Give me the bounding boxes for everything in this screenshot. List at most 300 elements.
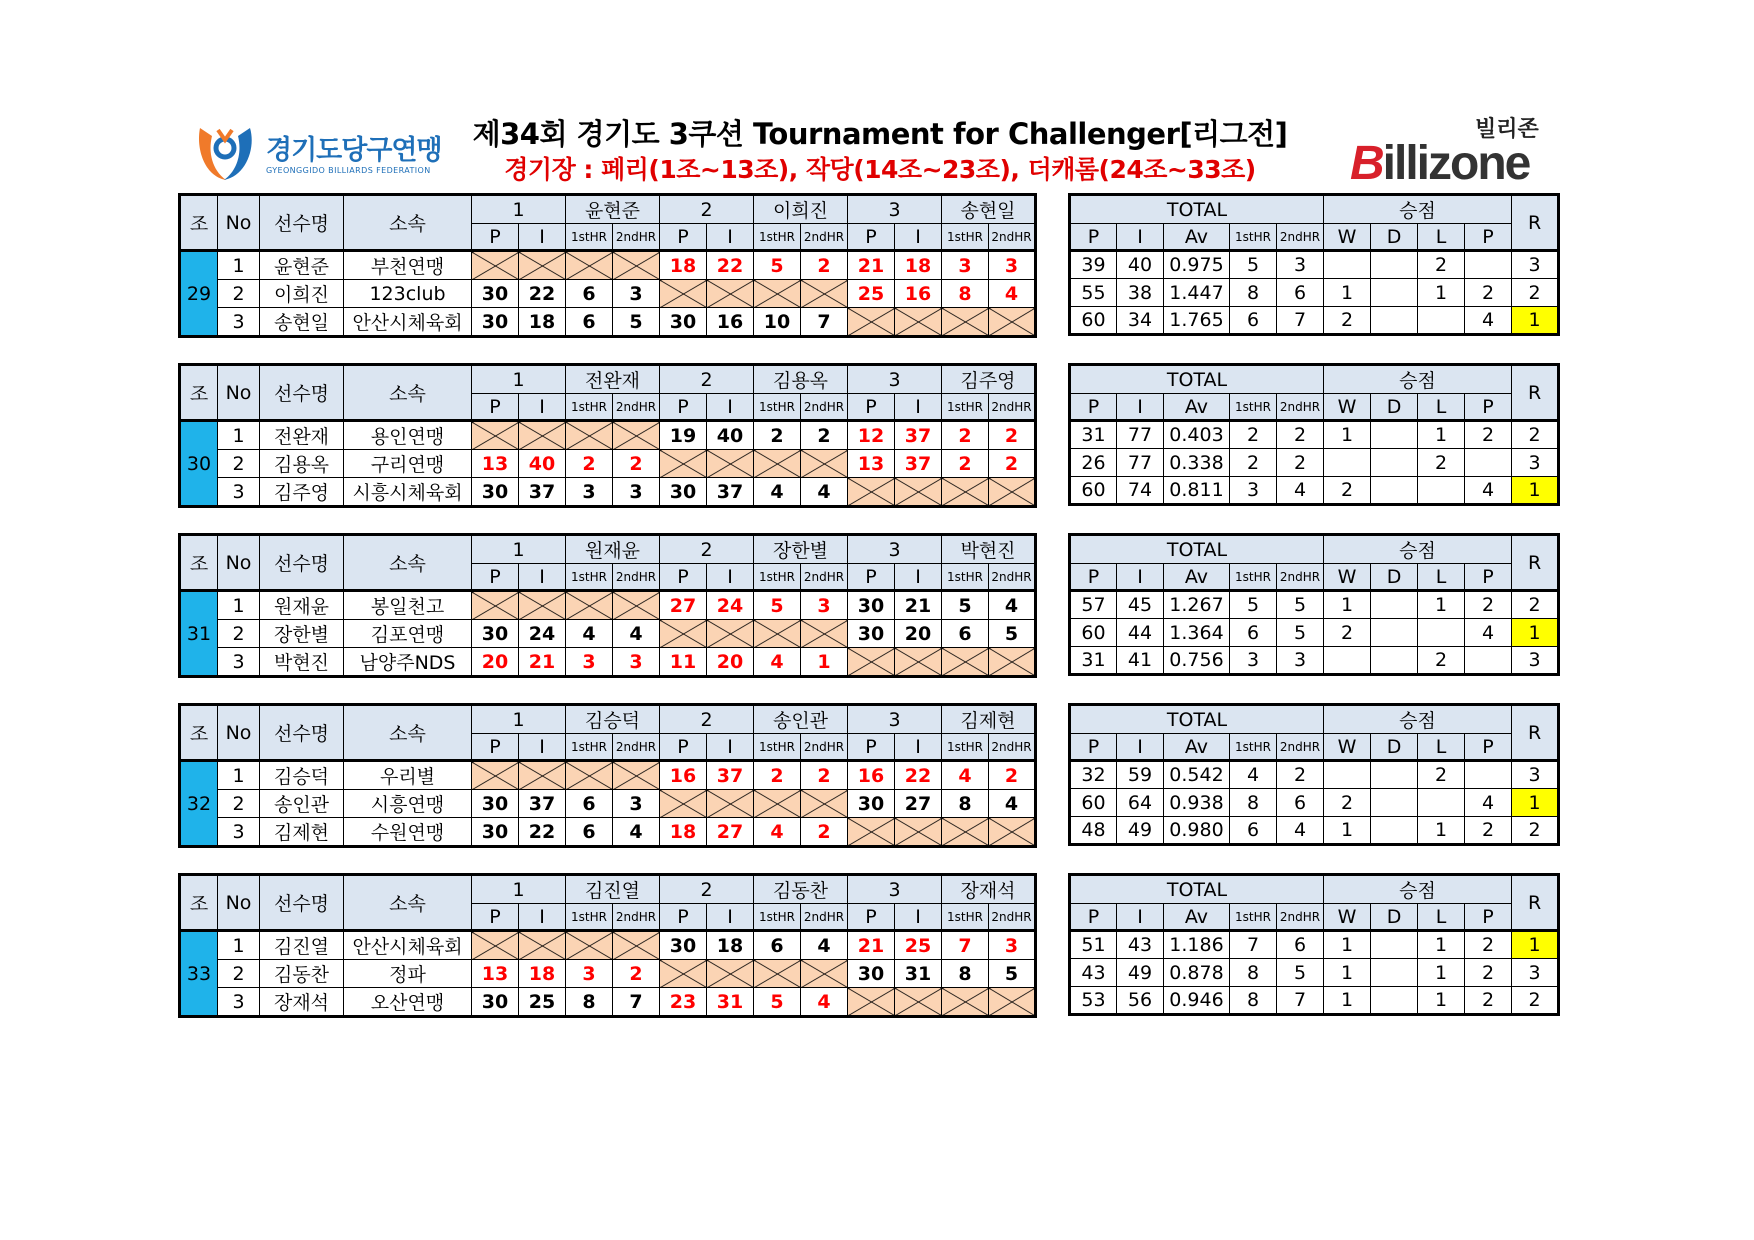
total-average: 0.403	[1164, 421, 1230, 449]
losses	[1418, 619, 1465, 647]
wins: 2	[1324, 789, 1371, 817]
losses: 2	[1418, 647, 1465, 675]
header-1sthr: 1stHR	[942, 904, 989, 931]
rank: 3	[1512, 647, 1559, 675]
match-high-run-1: 3	[566, 960, 613, 988]
total-points: 57	[1070, 591, 1117, 619]
header-i: I	[519, 564, 566, 591]
total-innings: 77	[1117, 421, 1164, 449]
header-draws: D	[1371, 904, 1418, 931]
player-name: 김용옥	[260, 450, 344, 478]
total-high-run-1: 3	[1230, 477, 1277, 505]
self-match-cell	[519, 251, 566, 280]
total-high-run-2: 5	[1277, 959, 1324, 987]
player-club: 용인연맹	[344, 421, 472, 450]
table-row	[180, 818, 1036, 847]
summary-table-group-31	[1068, 533, 1560, 676]
header-jo: 조	[180, 535, 218, 591]
self-match-cell	[613, 761, 660, 790]
header-1sthr: 1stHR	[942, 734, 989, 761]
header-points: P	[1465, 224, 1512, 251]
table-row	[180, 648, 1036, 677]
player-name: 윤현준	[260, 251, 344, 280]
match-high-run-1: 5	[754, 988, 801, 1017]
match-points: 30	[848, 620, 895, 648]
self-match-cell	[566, 931, 613, 960]
match-points: 16	[660, 761, 707, 790]
header-match-1: 1	[472, 365, 566, 394]
self-match-cell	[754, 280, 801, 308]
player-no: 3	[218, 478, 260, 507]
player-no: 2	[218, 450, 260, 478]
header-score: 승점	[1324, 195, 1512, 224]
match-innings: 20	[895, 620, 942, 648]
header-2ndhr: 2ndHR	[989, 224, 1036, 251]
match-high-run-1: 2	[754, 421, 801, 450]
header-p: P	[472, 734, 519, 761]
header-total-2ndhr: 2ndHR	[1277, 224, 1324, 251]
total-points: 60	[1070, 477, 1117, 505]
total-high-run-2: 6	[1277, 931, 1324, 959]
total-high-run-1: 5	[1230, 251, 1277, 279]
total-innings: 34	[1117, 307, 1164, 335]
total-innings: 45	[1117, 591, 1164, 619]
match-high-run-1: 2	[566, 450, 613, 478]
summary-table-group-32	[1068, 703, 1560, 846]
player-club: 시흥시체육회	[344, 478, 472, 507]
player-name: 송현일	[260, 308, 344, 337]
total-innings: 64	[1117, 789, 1164, 817]
header-opponent-3: 장재석	[942, 875, 1036, 904]
header-no: No	[218, 195, 260, 251]
match-high-run-2: 4	[613, 620, 660, 648]
header-opponent-3: 송현일	[942, 195, 1036, 224]
table-row	[1070, 421, 1559, 449]
match-high-run-1: 2	[942, 421, 989, 450]
match-high-run-2: 5	[989, 960, 1036, 988]
match-table-group-29	[178, 193, 1037, 338]
header-name: 선수명	[260, 195, 344, 251]
match-high-run-2: 5	[613, 308, 660, 337]
match-points: 16	[848, 761, 895, 790]
header-total-i: I	[1117, 904, 1164, 931]
self-match-cell	[519, 421, 566, 450]
league-points	[1465, 647, 1512, 675]
header-wins: W	[1324, 224, 1371, 251]
rank: 1	[1512, 931, 1559, 959]
match-innings: 37	[707, 761, 754, 790]
match-high-run-2: 4	[801, 478, 848, 507]
total-innings: 44	[1117, 619, 1164, 647]
header-draws: D	[1371, 564, 1418, 591]
table-row	[1070, 761, 1559, 789]
header-name: 선수명	[260, 535, 344, 591]
self-match-cell	[848, 818, 895, 847]
league-points: 2	[1465, 421, 1512, 449]
match-points: 21	[848, 931, 895, 960]
header-average: Av	[1164, 904, 1230, 931]
rank: 1	[1512, 789, 1559, 817]
page-title: 제34회 경기도 3쿠션 Tournament for Challenger[리그전]	[472, 117, 1288, 151]
self-match-cell	[895, 478, 942, 507]
match-innings: 18	[519, 960, 566, 988]
player-no: 2	[218, 790, 260, 818]
wins	[1324, 761, 1371, 789]
rank: 2	[1512, 817, 1559, 845]
header-score: 승점	[1324, 875, 1512, 904]
wins	[1324, 251, 1371, 279]
header-1sthr: 1stHR	[754, 904, 801, 931]
total-high-run-1: 6	[1230, 619, 1277, 647]
player-no: 3	[218, 818, 260, 847]
total-average: 0.811	[1164, 477, 1230, 505]
league-points: 4	[1465, 307, 1512, 335]
match-points: 20	[472, 648, 519, 677]
match-high-run-1: 4	[754, 818, 801, 847]
table-row	[1070, 449, 1559, 477]
match-high-run-1: 4	[566, 620, 613, 648]
wins: 1	[1324, 591, 1371, 619]
header-i: I	[895, 734, 942, 761]
table-row	[1070, 931, 1559, 959]
match-high-run-2: 2	[801, 421, 848, 450]
total-points: 51	[1070, 931, 1117, 959]
header-1sthr: 1stHR	[754, 224, 801, 251]
player-no: 3	[218, 308, 260, 337]
header-opponent-2: 이희진	[754, 195, 848, 224]
total-innings: 41	[1117, 647, 1164, 675]
header-losses: L	[1418, 734, 1465, 761]
self-match-cell	[848, 648, 895, 677]
losses	[1418, 307, 1465, 335]
player-name: 김승덕	[260, 761, 344, 790]
table-row	[1070, 959, 1559, 987]
total-high-run-1: 2	[1230, 421, 1277, 449]
header-total-p: P	[1070, 904, 1117, 931]
header-p: P	[848, 734, 895, 761]
header-total: TOTAL	[1070, 195, 1324, 224]
match-high-run-1: 6	[754, 931, 801, 960]
total-points: 31	[1070, 647, 1117, 675]
total-high-run-1: 2	[1230, 449, 1277, 477]
player-club: 부천연맹	[344, 251, 472, 280]
total-average: 0.975	[1164, 251, 1230, 279]
match-innings: 22	[895, 761, 942, 790]
header-2ndhr: 2ndHR	[613, 734, 660, 761]
self-match-cell	[613, 421, 660, 450]
match-points: 30	[660, 478, 707, 507]
header-score: 승점	[1324, 705, 1512, 734]
header-average: Av	[1164, 394, 1230, 421]
match-points: 25	[848, 280, 895, 308]
table-row	[180, 251, 1036, 280]
match-table-group-33	[178, 873, 1037, 1018]
match-high-run-2: 4	[613, 818, 660, 847]
rank: 2	[1512, 279, 1559, 307]
total-points: 26	[1070, 449, 1117, 477]
match-high-run-2: 2	[613, 960, 660, 988]
total-points: 60	[1070, 789, 1117, 817]
match-high-run-1: 5	[754, 251, 801, 280]
header-total-1sthr: 1stHR	[1230, 224, 1277, 251]
header-wins: W	[1324, 564, 1371, 591]
losses: 2	[1418, 761, 1465, 789]
league-points: 2	[1465, 279, 1512, 307]
header-club: 소속	[344, 535, 472, 591]
match-points: 18	[660, 251, 707, 280]
table-row	[1070, 477, 1559, 505]
league-points: 2	[1465, 591, 1512, 619]
total-average: 1.765	[1164, 307, 1230, 335]
total-points: 53	[1070, 987, 1117, 1015]
header-match-3: 3	[848, 535, 942, 564]
match-innings: 18	[519, 308, 566, 337]
self-match-cell	[801, 280, 848, 308]
total-high-run-2: 4	[1277, 477, 1324, 505]
self-match-cell	[848, 478, 895, 507]
header-1sthr: 1stHR	[754, 564, 801, 591]
player-club: 오산연맹	[344, 988, 472, 1017]
table-row	[180, 960, 1036, 988]
match-high-run-1: 7	[942, 931, 989, 960]
total-average: 0.980	[1164, 817, 1230, 845]
header-total-2ndhr: 2ndHR	[1277, 734, 1324, 761]
table-row	[180, 308, 1036, 337]
wins: 1	[1324, 931, 1371, 959]
player-no: 2	[218, 620, 260, 648]
self-match-cell	[519, 761, 566, 790]
header-total-1sthr: 1stHR	[1230, 564, 1277, 591]
summary-table-group-33	[1068, 873, 1560, 1016]
table-row	[180, 421, 1036, 450]
match-high-run-2: 3	[613, 280, 660, 308]
rank: 3	[1512, 449, 1559, 477]
total-high-run-2: 5	[1277, 591, 1324, 619]
match-points: 30	[472, 620, 519, 648]
match-high-run-2: 2	[613, 450, 660, 478]
header-p: P	[660, 904, 707, 931]
losses	[1418, 789, 1465, 817]
player-name: 김제현	[260, 818, 344, 847]
self-match-cell	[754, 790, 801, 818]
match-high-run-1: 6	[566, 818, 613, 847]
group-number: 29	[180, 251, 218, 337]
header-total-p: P	[1070, 394, 1117, 421]
league-points	[1465, 761, 1512, 789]
match-points: 13	[848, 450, 895, 478]
total-high-run-2: 6	[1277, 279, 1324, 307]
header-average: Av	[1164, 564, 1230, 591]
header-1sthr: 1stHR	[566, 734, 613, 761]
table-row	[180, 280, 1036, 308]
match-high-run-1: 3	[942, 251, 989, 280]
header-match-3: 3	[848, 875, 942, 904]
match-high-run-2: 2	[989, 761, 1036, 790]
draws	[1371, 931, 1418, 959]
player-no: 1	[218, 421, 260, 450]
header-i: I	[895, 394, 942, 421]
match-innings: 31	[707, 988, 754, 1017]
header-i: I	[895, 224, 942, 251]
header-total-1sthr: 1stHR	[1230, 734, 1277, 761]
sponsor-logo-initial: B	[1350, 137, 1383, 190]
header-1sthr: 1stHR	[754, 734, 801, 761]
total-high-run-2: 4	[1277, 817, 1324, 845]
header-2ndhr: 2ndHR	[989, 564, 1036, 591]
self-match-cell	[942, 648, 989, 677]
player-club: 김포연맹	[344, 620, 472, 648]
player-club: 수원연맹	[344, 818, 472, 847]
losses: 1	[1418, 817, 1465, 845]
total-innings: 38	[1117, 279, 1164, 307]
header-opponent-1: 원재윤	[566, 535, 660, 564]
player-name: 김진열	[260, 931, 344, 960]
match-high-run-2: 4	[801, 931, 848, 960]
player-no: 1	[218, 761, 260, 790]
match-innings: 22	[519, 818, 566, 847]
self-match-cell	[660, 960, 707, 988]
self-match-cell	[472, 251, 519, 280]
federation-logo-text: 경기도당구연맹	[266, 135, 442, 166]
header-draws: D	[1371, 734, 1418, 761]
losses: 1	[1418, 591, 1465, 619]
wins: 2	[1324, 619, 1371, 647]
match-points: 30	[472, 308, 519, 337]
draws	[1371, 307, 1418, 335]
total-high-run-1: 8	[1230, 987, 1277, 1015]
header-1sthr: 1stHR	[566, 394, 613, 421]
header-total: TOTAL	[1070, 365, 1324, 394]
match-points: 12	[848, 421, 895, 450]
match-points: 30	[472, 818, 519, 847]
header-points: P	[1465, 904, 1512, 931]
table-row	[180, 988, 1036, 1017]
player-club: 봉일천고	[344, 591, 472, 620]
group-number: 32	[180, 761, 218, 847]
league-points	[1465, 251, 1512, 279]
match-innings: 37	[707, 478, 754, 507]
match-high-run-1: 6	[566, 280, 613, 308]
header-opponent-2: 장한별	[754, 535, 848, 564]
self-match-cell	[989, 988, 1036, 1017]
header-2ndhr: 2ndHR	[989, 394, 1036, 421]
match-table-group-31	[178, 533, 1037, 678]
header-rank: R	[1512, 705, 1559, 761]
wins: 2	[1324, 477, 1371, 505]
match-high-run-2: 3	[989, 931, 1036, 960]
header-1sthr: 1stHR	[566, 564, 613, 591]
summary-table-group-30	[1068, 363, 1560, 506]
header-losses: L	[1418, 224, 1465, 251]
header-match-3: 3	[848, 705, 942, 734]
group-number: 33	[180, 931, 218, 1017]
draws	[1371, 987, 1418, 1015]
self-match-cell	[707, 620, 754, 648]
draws	[1371, 421, 1418, 449]
header-match-1: 1	[472, 195, 566, 224]
header-total: TOTAL	[1070, 875, 1324, 904]
rank: 3	[1512, 761, 1559, 789]
match-innings: 16	[707, 308, 754, 337]
table-row	[180, 450, 1036, 478]
self-match-cell	[895, 648, 942, 677]
wins: 1	[1324, 279, 1371, 307]
header-match-1: 1	[472, 875, 566, 904]
wins: 1	[1324, 987, 1371, 1015]
total-high-run-1: 6	[1230, 307, 1277, 335]
match-high-run-2: 3	[801, 591, 848, 620]
header-total-i: I	[1117, 564, 1164, 591]
match-high-run-2: 2	[989, 421, 1036, 450]
total-high-run-2: 2	[1277, 421, 1324, 449]
player-club: 123club	[344, 280, 472, 308]
player-name: 원재윤	[260, 591, 344, 620]
header-p: P	[660, 224, 707, 251]
match-high-run-2: 2	[989, 450, 1036, 478]
header-no: No	[218, 875, 260, 931]
match-innings: 27	[895, 790, 942, 818]
self-match-cell	[989, 818, 1036, 847]
total-average: 0.542	[1164, 761, 1230, 789]
header-rank: R	[1512, 535, 1559, 591]
match-high-run-2: 5	[989, 620, 1036, 648]
match-high-run-1: 8	[566, 988, 613, 1017]
match-innings: 37	[519, 790, 566, 818]
player-name: 송인관	[260, 790, 344, 818]
total-points: 60	[1070, 619, 1117, 647]
header-p: P	[848, 904, 895, 931]
match-points: 30	[472, 280, 519, 308]
match-innings: 40	[707, 421, 754, 450]
draws	[1371, 647, 1418, 675]
match-high-run-2: 4	[989, 280, 1036, 308]
header-losses: L	[1418, 564, 1465, 591]
match-innings: 18	[895, 251, 942, 280]
match-high-run-1: 8	[942, 960, 989, 988]
self-match-cell	[942, 988, 989, 1017]
total-points: 60	[1070, 307, 1117, 335]
self-match-cell	[989, 308, 1036, 337]
header-opponent-2: 송인관	[754, 705, 848, 734]
match-innings: 31	[895, 960, 942, 988]
match-high-run-2: 7	[613, 988, 660, 1017]
draws	[1371, 251, 1418, 279]
header-name: 선수명	[260, 875, 344, 931]
header-2ndhr: 2ndHR	[801, 734, 848, 761]
match-high-run-1: 8	[942, 280, 989, 308]
total-high-run-1: 5	[1230, 591, 1277, 619]
self-match-cell	[566, 761, 613, 790]
header-match-2: 2	[660, 365, 754, 394]
total-average: 0.946	[1164, 987, 1230, 1015]
table-row	[180, 790, 1036, 818]
header-opponent-2: 김동찬	[754, 875, 848, 904]
total-high-run-2: 2	[1277, 761, 1324, 789]
self-match-cell	[707, 960, 754, 988]
header-no: No	[218, 535, 260, 591]
total-points: 48	[1070, 817, 1117, 845]
match-points: 30	[660, 308, 707, 337]
match-points: 30	[848, 960, 895, 988]
total-high-run-1: 3	[1230, 647, 1277, 675]
self-match-cell	[848, 988, 895, 1017]
player-club: 남양주NDS	[344, 648, 472, 677]
player-club: 구리연맹	[344, 450, 472, 478]
losses: 1	[1418, 279, 1465, 307]
player-name: 장한별	[260, 620, 344, 648]
match-innings: 21	[895, 591, 942, 620]
header-draws: D	[1371, 394, 1418, 421]
